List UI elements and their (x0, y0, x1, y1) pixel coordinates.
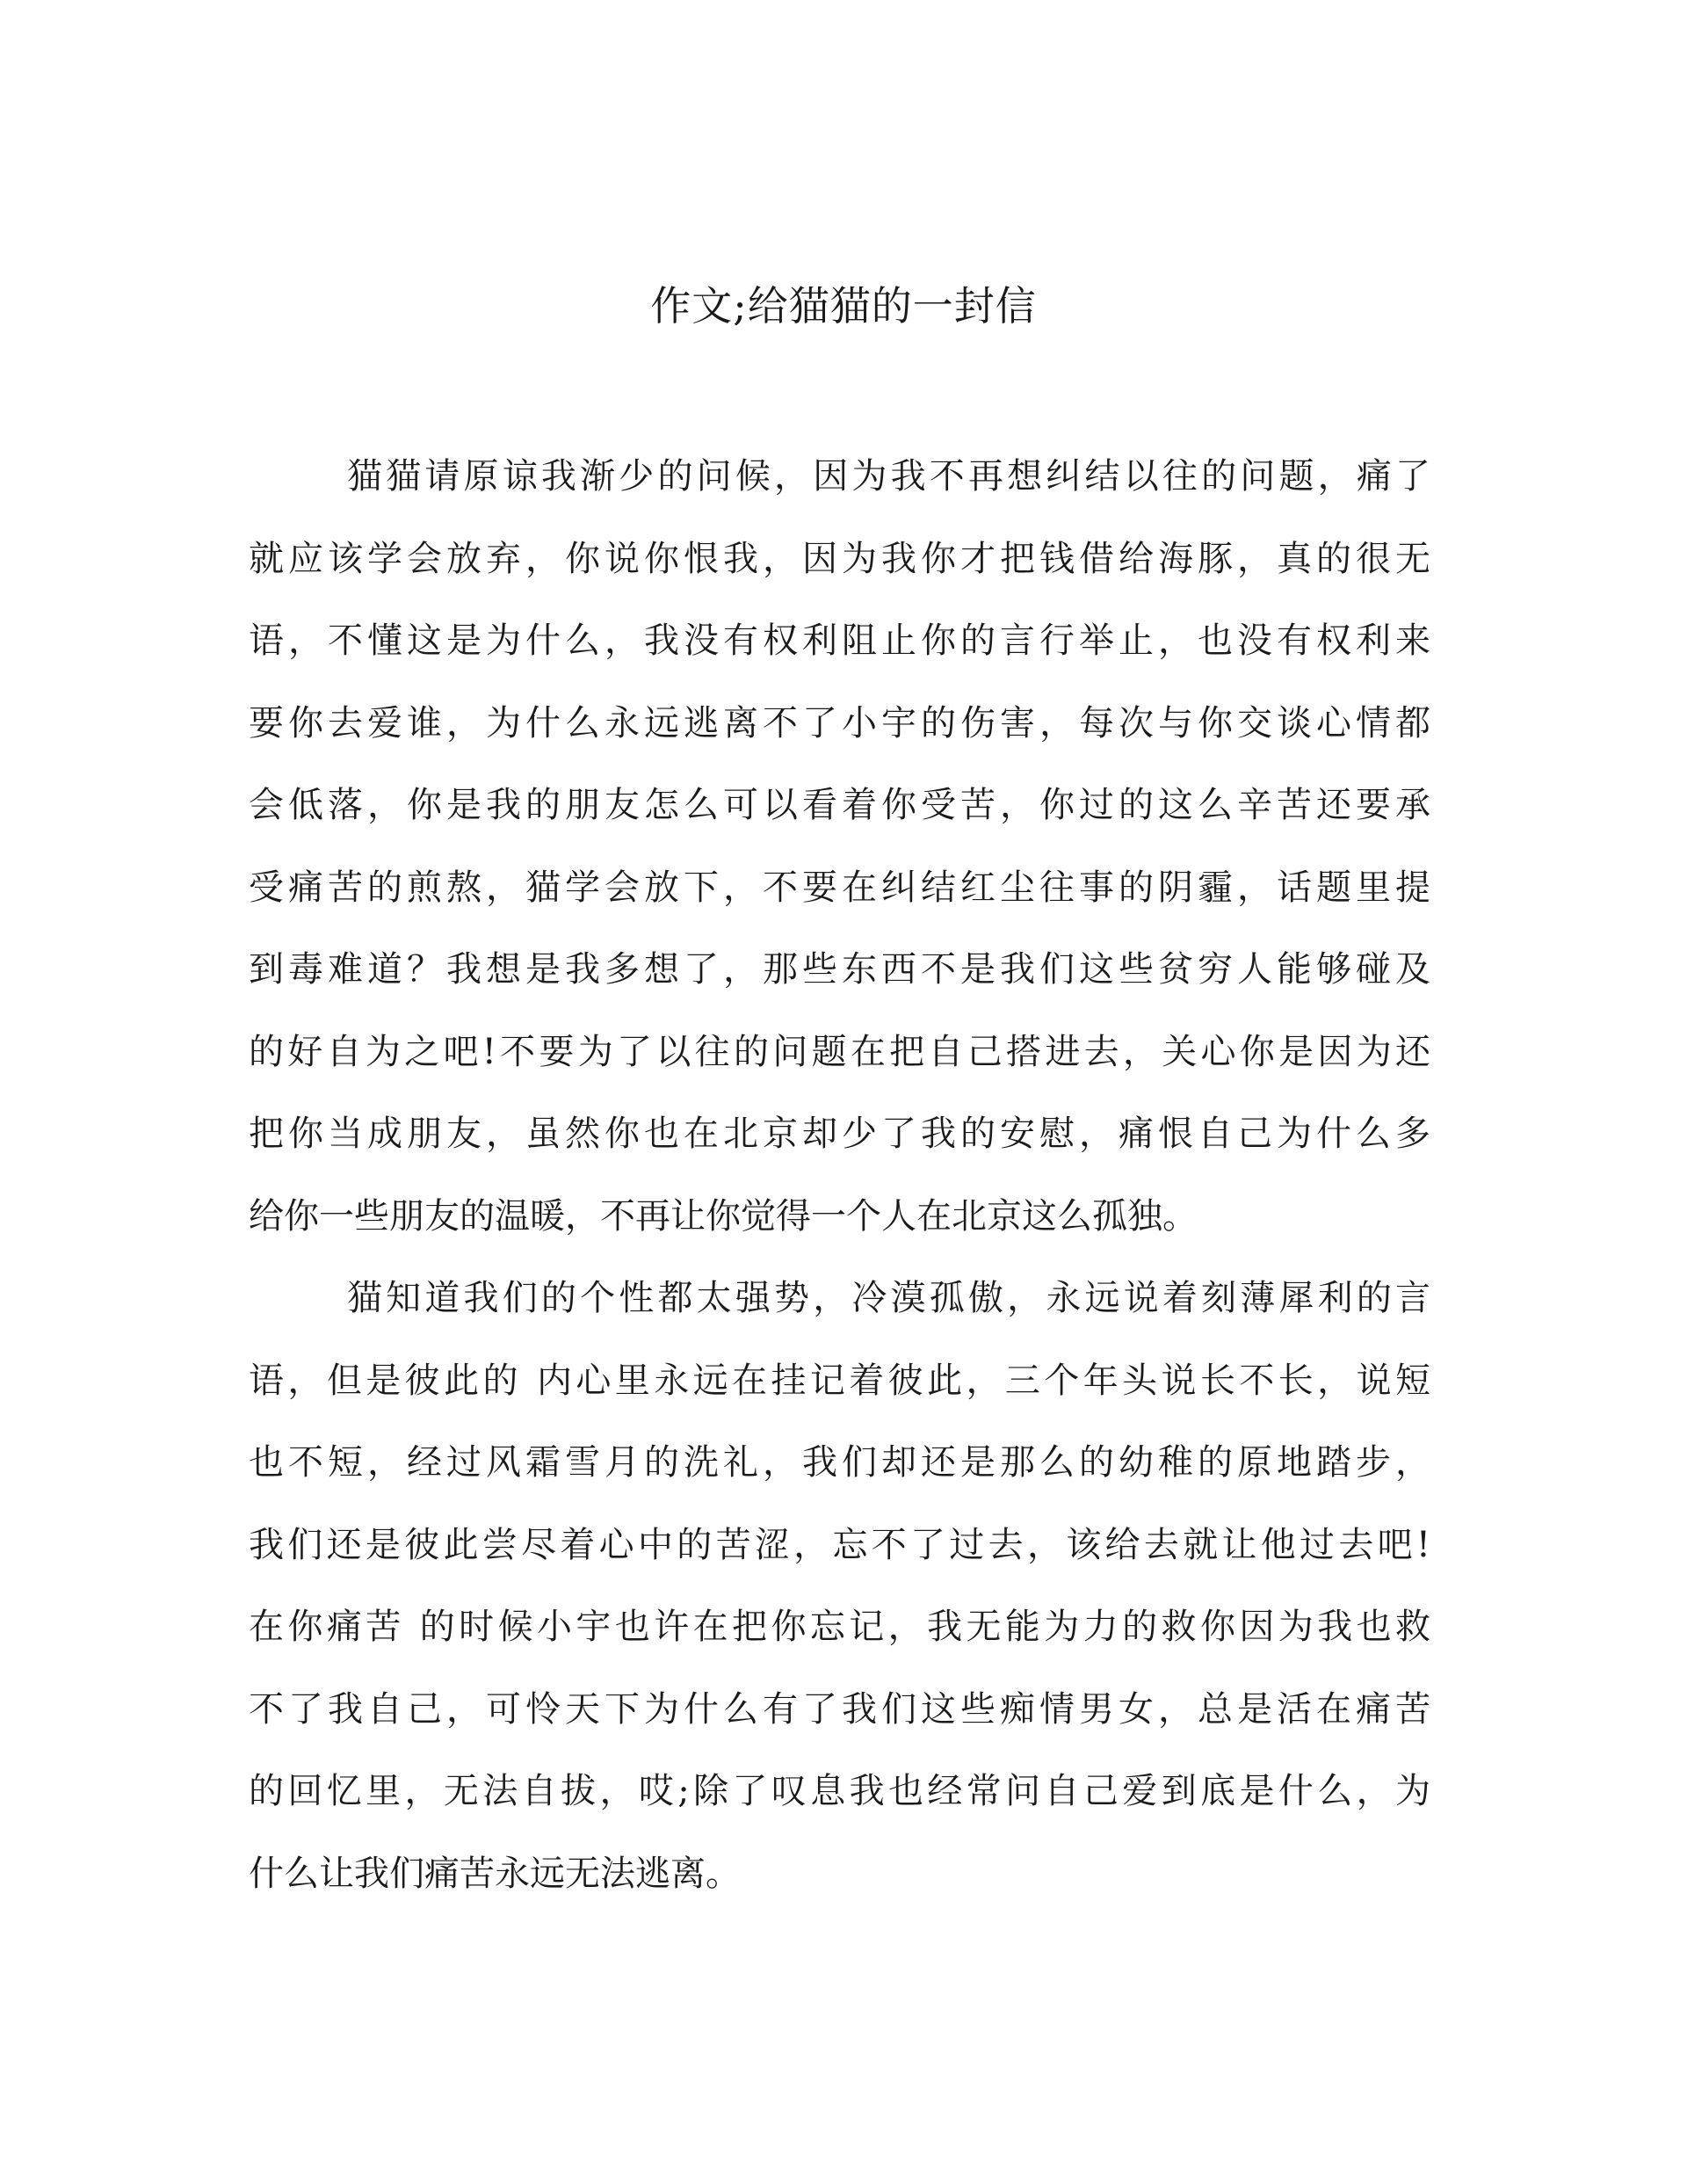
page-title: 作文;给猫猫的一封信 (650, 282, 1037, 330)
text-line: 受痛苦的煎熬，猫学会放下，不要在纠结红尘往事的阴霾，话题里提 (249, 867, 1430, 908)
text-line: 语，不懂这是为什么，我没有权利阻止你的言行举止，也没有权利来 (249, 620, 1430, 661)
paragraph-1 (249, 436, 1430, 1258)
text-line: 要你去爱谁，为什么永远逃离不了小宇的伤害，每次与你交谈心情都 (249, 702, 1430, 744)
text-line: 把你当成朋友，虽然你也在北京却少了我的安慰，痛恨自己为什么多 (249, 1114, 1430, 1154)
text-line: 会低落，你是我的朋友怎么可以看着你受苦，你过的这么辛苦还要承 (249, 785, 1430, 825)
text-line: 给你一些朋友的温暖，不再让你觉得一个人在北京这么孤独。 (249, 1195, 1198, 1237)
text-line: 我们还是彼此尝尽着心中的苦涩，忘不了过去，该给去就让他过去吧! (249, 1524, 1430, 1565)
letter-body (249, 436, 1430, 1915)
text-line: 什么让我们痛苦永远无法逃离。 (249, 1853, 741, 1894)
text-line: 的好自为之吧!不要为了以往的问题在把自己搭进去，关心你是因为还 (249, 1031, 1430, 1072)
text-line: 语，但是彼此的 内心里永远在挂记着彼此，三个年头说长不长，说短 (249, 1360, 1430, 1401)
text-line: 就应该学会放弃，你说你恨我，因为我你才把钱借给海豚，真的很无 (249, 538, 1430, 579)
text-line: 不了我自己，可怜天下为什么有了我们这些痴情男女，总是活在痛苦 (249, 1688, 1430, 1730)
text-line: 猫知道我们的个性都太强势，冷漠孤傲，永远说着刻薄犀利的言 (347, 1278, 1430, 1318)
text-line: 到毒难道？我想是我多想了，那些东西不是我们这些贫穷人能够碰及 (249, 949, 1430, 990)
text-line: 的回忆里，无法自拔，哎;除了叹息我也经常问自己爱到底是什么，为 (249, 1771, 1430, 1811)
paragraph-2 (249, 1258, 1430, 1915)
text-line: 也不短，经过风霜雪月的洗礼，我们却还是那么的幼稚的原地踏步， (249, 1442, 1430, 1483)
text-line: 猫猫请原谅我渐少的问候，因为我不再想纠结以往的问题，痛了 (347, 456, 1430, 497)
text-line: 在你痛苦 的时候小宇也许在把你忘记，我无能为力的救你因为我也救 (249, 1607, 1430, 1647)
